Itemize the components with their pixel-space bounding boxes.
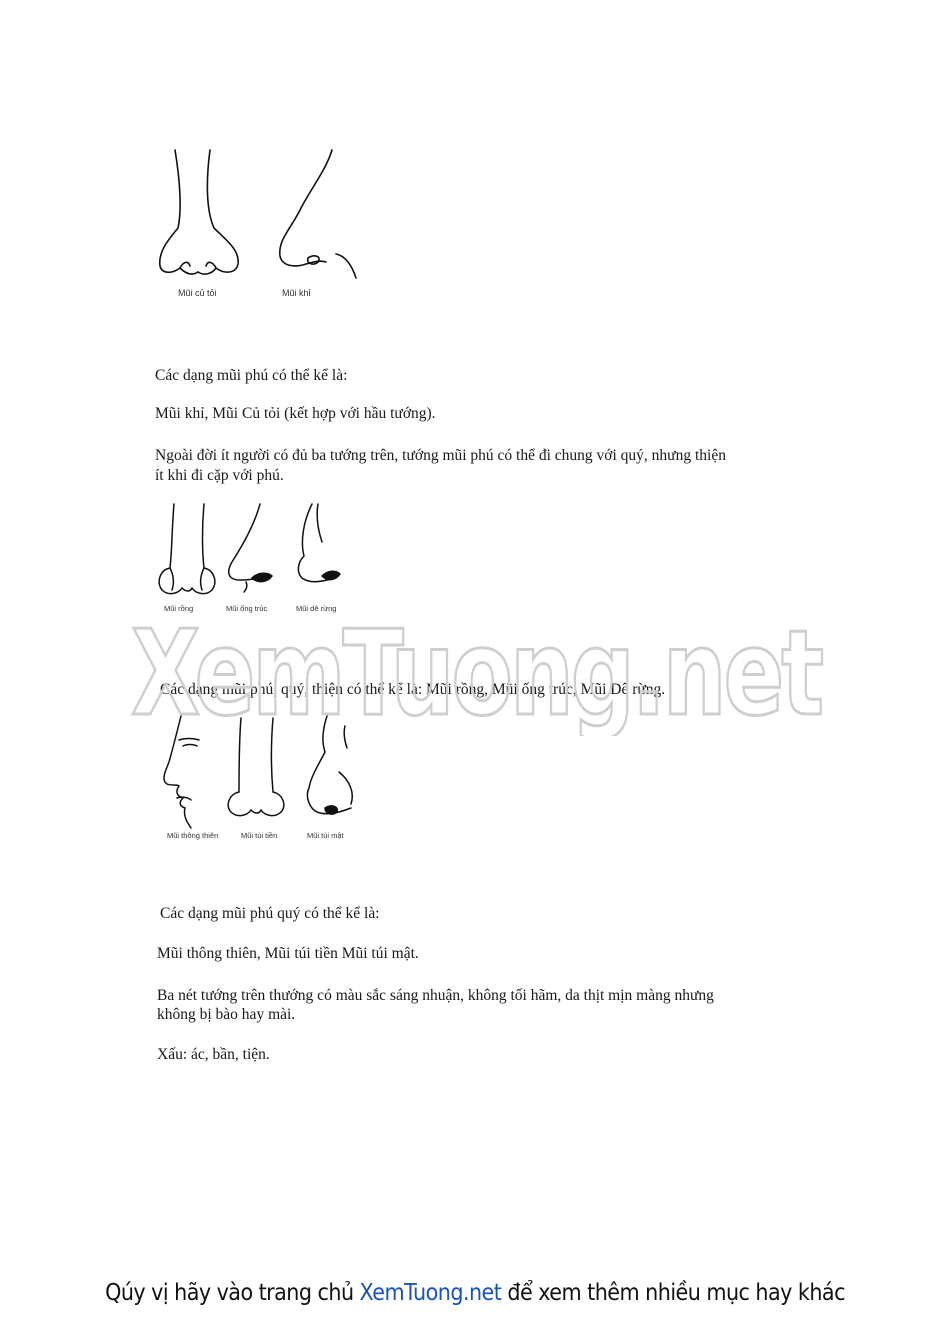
paragraph-3-line-2: ít khi đi cặp với phú. xyxy=(155,467,284,484)
paragraph-1: Các dạng mũi phú có thể kể là: xyxy=(155,367,348,384)
caption-khi: Mũi khỉ xyxy=(282,288,311,298)
nose-drawing-tui-tien xyxy=(228,718,251,816)
paragraph-6: Mũi thông thiên, Mũi túi tiền Mũi túi mật. xyxy=(157,945,419,962)
caption-thong-thien: Mũi thông thiên xyxy=(167,831,219,840)
paragraph-4: Các dạng mũi phú, quý, thiện có thể kể là: Mũi rồng, Mũi ống trúc, Mũi Dê rừng. xyxy=(160,681,666,698)
nose-drawing-rong xyxy=(159,504,182,594)
caption-tui-mat: Mũi túi mật xyxy=(307,831,344,840)
nose-drawing-ong-truc xyxy=(229,504,268,580)
paragraph-7-line-1: Ba nét tướng trên thướng có màu sắc sáng nhuận, không tối hãm, da thịt mịn màng nhưng xyxy=(157,987,714,1004)
caption-de-rung: Mũi dê rừng xyxy=(296,604,337,613)
caption-cu-toi: Mũi củ tỏi xyxy=(178,288,217,298)
footer-text-before: Qúy vị hãy vào trang chủ xyxy=(105,1280,360,1306)
paragraph-5: Các dạng mũi phú quý có thể kể là: xyxy=(160,905,380,922)
paragraph-2: Mũi khỉ, Mũi Củ tỏi (kết hợp với hầu tướng). xyxy=(155,405,436,422)
figure-nose-types-3 xyxy=(155,712,370,842)
paragraph-3-line-1: Ngoài đời ít người có đủ ba tướng trên, tướng mũi phú có thể đi chung với quý, nhưng thiện xyxy=(155,447,726,464)
nose-drawing-thong-thien xyxy=(164,716,191,828)
figure-nose-types-2 xyxy=(150,496,370,621)
footer-text-after: để xem thêm nhiều mục hay khác xyxy=(501,1280,845,1306)
caption-tui-tien: Mũi túi tiền xyxy=(241,831,278,840)
footer-note xyxy=(48,1280,903,1306)
caption-rong: Mũi rồng xyxy=(164,604,194,613)
watermark-text: XemTuong.net xyxy=(131,606,823,736)
nose-drawing-cu-toi xyxy=(160,150,198,274)
paragraph-8: Xấu: ác, bần, tiện. xyxy=(157,1046,270,1063)
paragraph-7-line-2: không bị bào hay mài. xyxy=(157,1006,296,1023)
caption-ong-truc: Mũi ống trúc xyxy=(226,604,268,613)
figure-nose-types-1 xyxy=(150,140,370,310)
nose-drawing-khi xyxy=(280,150,332,266)
footer-site-link[interactable]: XemTuong.net xyxy=(359,1280,502,1306)
nose-drawing-de-rung xyxy=(298,504,334,582)
